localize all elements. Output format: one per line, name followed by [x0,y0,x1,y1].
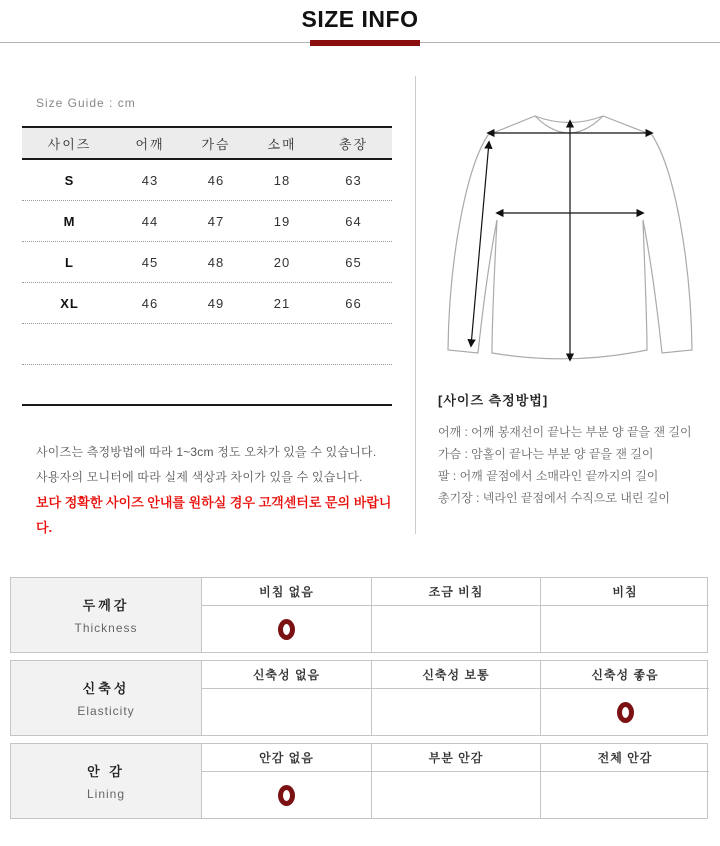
option-cell [371,689,540,735]
col-header-length: 총장 [338,136,369,152]
col-header-chest: 가슴 [201,136,231,152]
option-header: 비침 [540,578,709,606]
option-cell [540,772,709,818]
size-row-empty-1 [22,324,392,365]
option-header: 부분 안감 [371,744,540,772]
shirt-measurement-diagram [435,78,715,383]
option-header: 안감 없음 [202,744,371,772]
col-header-size: 사이즈 [47,136,92,152]
note-monitor: 사용자의 모니터에 따라 실제 색상과 차이가 있을 수 있습니다. [36,470,363,484]
spec-label-thickness: 두께감 Thickness [11,578,202,652]
option-cell [371,772,540,818]
spec-label-elasticity: 신축성 Elasticity [11,661,202,735]
header-accent-bar [310,40,420,46]
option-header: 비침 없음 [202,578,371,606]
sleeve-measure-arrow [471,142,489,346]
shirt-diagram-svg [435,78,715,383]
measure-line-shoulder: 어깨 : 어깨 봉재선이 끝나는 부분 양 끝을 잰 길이 [438,425,692,439]
option-cell [202,689,371,735]
size-row-l: L 45 48 20 65 [22,242,392,283]
size-table-header [22,126,392,160]
spec-table-elasticity [10,660,708,736]
note-tolerance: 사이즈는 측정방법에 따라 1~3cm 정도 오차가 있을 수 있습니다. [36,445,377,459]
size-table [22,126,392,406]
selected-mark-circle [278,785,295,806]
col-header-shoulder: 어깨 [135,136,165,152]
spec-label-lining: 안 감 Lining [11,744,202,818]
note-contact: 보다 정확한 사이즈 안내를 원하실 경우 고객센터로 문의 바랍니다. [36,495,392,535]
selected-mark-circle [617,702,634,723]
size-row-s: S 43 46 18 63 [22,160,392,201]
size-row-empty-2 [22,365,392,406]
selected-mark-circle [278,619,295,640]
option-cell [371,606,540,652]
measure-guide-title: [사이즈 측정방법] [438,393,549,408]
page-title: SIZE INFO [301,6,419,32]
col-header-sleeve: 소매 [267,136,297,152]
measure-guide [438,390,710,509]
option-cell [202,772,371,818]
size-notes [36,440,406,540]
option-header: 전체 안감 [540,744,709,772]
size-row-xl: XL 46 49 21 66 [22,283,392,324]
measure-line-length: 총기장 : 넥라인 끝점에서 수직으로 내린 길이 [438,491,670,505]
size-guide-unit-label: Size Guide : cm [36,96,136,110]
spec-table-lining [10,743,708,819]
option-header: 조금 비침 [371,578,540,606]
option-cell [202,606,371,652]
measure-line-chest: 가슴 : 암홀이 끝나는 부분 양 끝을 잰 길이 [438,447,654,461]
measure-line-arm: 팔 : 어깨 끝점에서 소매라인 끝까지의 길이 [438,469,659,483]
spec-table-thickness [10,577,708,653]
option-header: 신축성 없음 [202,661,371,689]
option-header: 신축성 보통 [371,661,540,689]
option-cell [540,689,709,735]
option-cell [540,606,709,652]
column-divider [415,76,416,534]
option-header: 신축성 좋음 [540,661,709,689]
size-row-m: M 44 47 19 64 [22,201,392,242]
